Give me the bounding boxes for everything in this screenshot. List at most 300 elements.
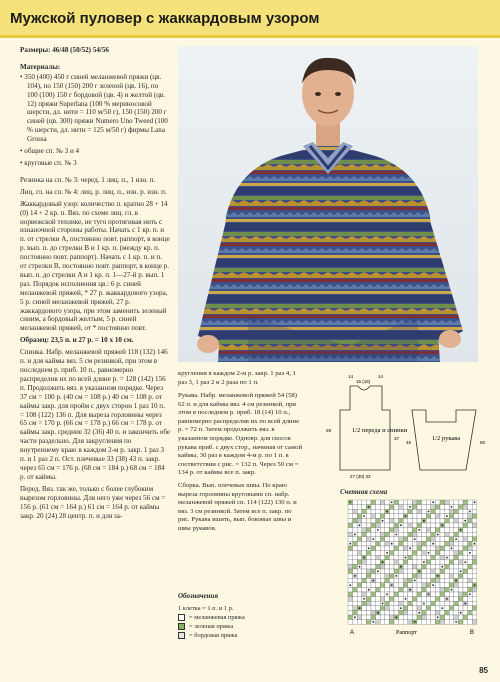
chart-cell xyxy=(371,597,376,602)
chart-cell xyxy=(472,597,477,602)
chart-cell xyxy=(422,606,427,611)
chart-stitch-dot xyxy=(469,552,471,554)
chart-cell xyxy=(422,551,427,556)
chart-cell xyxy=(403,560,408,565)
chart-cell xyxy=(463,500,468,505)
chart-cell xyxy=(376,518,381,523)
chart-cell xyxy=(463,532,468,537)
chart-cell xyxy=(366,583,371,588)
chart-stitch-dot xyxy=(363,557,365,559)
chart-cell xyxy=(353,546,358,551)
chart-stitch-dot xyxy=(349,584,351,586)
chart-cell xyxy=(417,546,422,551)
chart-cell xyxy=(408,620,413,625)
chart-cell xyxy=(417,500,422,505)
chart-cell xyxy=(357,546,362,551)
chart-cell xyxy=(468,505,473,510)
chart-cell xyxy=(394,500,399,505)
chart-cell xyxy=(422,578,427,583)
chart-cell xyxy=(445,592,450,597)
chart-cell xyxy=(422,564,427,569)
chart-cell xyxy=(472,601,477,606)
chart-cell xyxy=(403,564,408,569)
chart-cell xyxy=(362,505,367,510)
chart-cell xyxy=(389,505,394,510)
chart-stitch-dot xyxy=(386,511,388,513)
chart-cell xyxy=(412,615,417,620)
chart-stitch-dot xyxy=(423,520,425,522)
chart-cell xyxy=(348,587,353,592)
sleeves-assembly-column xyxy=(178,392,304,588)
chart-cell xyxy=(408,578,413,583)
chart-cell xyxy=(422,597,427,602)
chart-cell xyxy=(463,509,468,514)
chart-cell xyxy=(468,569,473,574)
chart-cell xyxy=(376,578,381,583)
chart-stitch-dot xyxy=(386,552,388,554)
back-instructions: Спинка. Набр. меланжевой пряжей 118 (132) 146 п. и для каймы вяз. 5 см резинкой, при этом в последнем р. приб. 10 п., равномерно распределив их по всей длине р. = 128 (142) 156 п. Продолжить вяз. в указанном порядке. Через 37 см = 100 р. (40 см = 108 р.) 40 см = 108 р. от каймы закр. для пройм с двух сторон 1 раз 10 п. = 108 (122) 136 п. Для выреза горловины через 65 см = 170 р. (66 см = 178 р.) 66 см = 178 р. от каймы закр. средние 32 (36) 40 п. и закончить обе части раздельно. Для закругления по внутреннему краю в каждом 2-м р. закр. 1 раз 3 п. и 1 раз 2 п. Ост. плечевые 33 (38) 43 п. закр. через 65 см = 176 р. (68 см = 184 р.) 68 см = 184 р. от каймы. xyxy=(20,348,170,481)
chart-cell xyxy=(348,551,353,556)
chart-cell xyxy=(431,610,436,615)
chart-cell xyxy=(357,587,362,592)
chart-cell xyxy=(431,578,436,583)
chart-cell xyxy=(403,578,408,583)
chart-cell xyxy=(394,564,399,569)
chart-cell xyxy=(385,597,390,602)
chart-cell xyxy=(408,597,413,602)
chart-cell xyxy=(380,555,385,560)
chart-stitch-dot xyxy=(405,598,407,600)
chart-cell xyxy=(426,606,431,611)
chart-cell xyxy=(394,514,399,519)
schema-label-sleeve: 1/2 рукава xyxy=(432,435,461,442)
chart-cell xyxy=(353,551,358,556)
chart-cell xyxy=(353,606,358,611)
chart-cell xyxy=(440,500,445,505)
chart-cell xyxy=(357,610,362,615)
chart-cell xyxy=(362,509,367,514)
chart-cell xyxy=(417,537,422,542)
chart-cell xyxy=(458,620,463,625)
chart-cell xyxy=(440,620,445,625)
rib-pattern: Резинка на сп. № 3: чеpед. 1 лиц. п., 1 изн. п. xyxy=(20,175,156,184)
chart-cell xyxy=(445,509,450,514)
front-instructions: Перед. Вяз. так же, только с более глубоким вырезом горловины. Для него уже через 56 см = 156 р. (61 см = 164 р.) 61 см = 164 р. от каймы закр. 20 (24) 28 центр. п. и для за- xyxy=(20,484,166,520)
chart-cell xyxy=(385,574,390,579)
chart-cell xyxy=(454,592,459,597)
chart-cell xyxy=(403,546,408,551)
chart-cell xyxy=(449,610,454,615)
chart-cell xyxy=(389,537,394,542)
chart-cell xyxy=(366,597,371,602)
garment-schema xyxy=(320,370,490,479)
chart-cell xyxy=(389,546,394,551)
chart-cell xyxy=(449,509,454,514)
chart-cell xyxy=(353,578,358,583)
chart-cell xyxy=(371,564,376,569)
chart-cell xyxy=(412,500,417,505)
chart-cell xyxy=(463,583,468,588)
chart-cell xyxy=(394,523,399,528)
chart-cell xyxy=(376,500,381,505)
chart-cell xyxy=(445,564,450,569)
chart-cell xyxy=(412,610,417,615)
chart-cell xyxy=(449,560,454,565)
chart-cell xyxy=(431,597,436,602)
chart-cell xyxy=(348,514,353,519)
chart-cell xyxy=(366,610,371,615)
chart-cell xyxy=(394,597,399,602)
chart-cell xyxy=(454,606,459,611)
chart-cell xyxy=(472,551,477,556)
chart-cell xyxy=(449,532,454,537)
chart-cell xyxy=(403,574,408,579)
chart-cell xyxy=(435,592,440,597)
chart-cell xyxy=(366,523,371,528)
chart-cell xyxy=(385,541,390,546)
chart-cell xyxy=(403,587,408,592)
chart-cell xyxy=(435,583,440,588)
chart-cell xyxy=(435,597,440,602)
chart-cell xyxy=(426,583,431,588)
chart-cell xyxy=(417,523,422,528)
chart-cell xyxy=(440,509,445,514)
chart-cell xyxy=(362,546,367,551)
chart-cell xyxy=(389,587,394,592)
chart-cell xyxy=(394,620,399,625)
chart-cell xyxy=(445,528,450,533)
chart-cell xyxy=(385,500,390,505)
chart-cell xyxy=(348,509,353,514)
chart-cell xyxy=(431,509,436,514)
chart-cell xyxy=(399,505,404,510)
chart-cell xyxy=(357,578,362,583)
chart-cell xyxy=(458,592,463,597)
chart-cell xyxy=(394,606,399,611)
chart-cell xyxy=(449,551,454,556)
chart-cell xyxy=(440,597,445,602)
chart-cell xyxy=(435,610,440,615)
chart-cell xyxy=(362,560,367,565)
chart-cell xyxy=(357,592,362,597)
chart-cell xyxy=(357,500,362,505)
chart-cell xyxy=(399,551,404,556)
chart-cell xyxy=(440,514,445,519)
svg-text:14: 14 xyxy=(348,374,354,379)
chart-cell xyxy=(449,597,454,602)
chart-cell xyxy=(399,500,404,505)
chart-cell xyxy=(353,537,358,542)
chart-cell xyxy=(417,560,422,565)
chart-stitch-dot xyxy=(368,589,370,591)
chart-cell xyxy=(422,574,427,579)
chart-cell xyxy=(472,532,477,537)
chart-cell xyxy=(431,505,436,510)
chart-cell xyxy=(348,610,353,615)
chart-cell xyxy=(472,610,477,615)
materials-item-yarn: • 350 (400) 450 г синей меланжевой пряжи (цв. 104), по 150 (150) 200 г зеленой (цв. 16), по 100 (100) 150 г бордовой (цв. 4) и желтой (цв. 12) пряжи Superlana (100 % мериносовой шерсти, дл. нити = 110 м/50 г), 150 (150) 200 г синей (цв. 300) пряжи Numero Uno Tweed (100 % шерсти, дл. нити = 125 м/50 г) фирмы Lana Grossa xyxy=(20,72,168,144)
chart-cell xyxy=(454,551,459,556)
chart-cell xyxy=(454,509,459,514)
chart-cell xyxy=(394,569,399,574)
chart-stitch-dot xyxy=(418,570,420,572)
chart-stitch-dot xyxy=(432,501,434,503)
chart-cell xyxy=(468,564,473,569)
chart-cell xyxy=(394,509,399,514)
chart-cell xyxy=(348,532,353,537)
chart-cell xyxy=(399,569,404,574)
chart-cell xyxy=(380,541,385,546)
chart-cell xyxy=(426,620,431,625)
chart-cell xyxy=(403,523,408,528)
chart-cell xyxy=(472,620,477,625)
chart-cell xyxy=(403,532,408,537)
gauge: Образец: 23,5 п. и 27 р. = 10 х 10 см. xyxy=(20,336,134,345)
chart-cell xyxy=(435,551,440,556)
stockinette-pattern: Лиц. гл. на сп. № 4: лиц. р. лиц. п., изн. р. изн. п. xyxy=(20,187,167,196)
chart-cell xyxy=(426,523,431,528)
chart-cell xyxy=(353,560,358,565)
chart-cell xyxy=(408,523,413,528)
chart-cell xyxy=(445,578,450,583)
chart-cell xyxy=(445,523,450,528)
chart-cell xyxy=(426,597,431,602)
chart-cell xyxy=(463,592,468,597)
chart-stitch-dot xyxy=(377,570,379,572)
chart-cell xyxy=(394,541,399,546)
chart-cell xyxy=(399,601,404,606)
chart-cell xyxy=(366,532,371,537)
chart-cell xyxy=(472,523,477,528)
chart-cell xyxy=(468,523,473,528)
sweater-model-illustration xyxy=(178,46,478,362)
chart-cell xyxy=(371,601,376,606)
materials-item-circular: • круговые сп. № 3 xyxy=(20,158,77,167)
chart-cell xyxy=(399,592,404,597)
chart-cell xyxy=(445,569,450,574)
chart-cell xyxy=(353,587,358,592)
chart-cell xyxy=(376,523,381,528)
chart-cell xyxy=(472,592,477,597)
chart-stitch-dot xyxy=(446,515,448,517)
chart-cell xyxy=(348,505,353,510)
chart-stitch-dot xyxy=(405,515,407,517)
chart-cell xyxy=(431,615,436,620)
chart-cell xyxy=(435,500,440,505)
chart-cell xyxy=(472,574,477,579)
chart-cell xyxy=(376,597,381,602)
chart-cell xyxy=(357,518,362,523)
chart-cell xyxy=(458,532,463,537)
chart-cell xyxy=(353,583,358,588)
chart-cell xyxy=(385,606,390,611)
chart-cell xyxy=(426,505,431,510)
chart-stitch-dot xyxy=(400,566,402,568)
chart-cell xyxy=(449,528,454,533)
chart-cell xyxy=(463,615,468,620)
chart-cell xyxy=(422,583,427,588)
chart-cell xyxy=(417,555,422,560)
chart-cell xyxy=(426,500,431,505)
chart-cell xyxy=(389,551,394,556)
chart-cell xyxy=(412,555,417,560)
chart-cell xyxy=(362,532,367,537)
chart-cell xyxy=(417,578,422,583)
chart-cell xyxy=(371,528,376,533)
chart-cell xyxy=(353,518,358,523)
chart-cell xyxy=(380,537,385,542)
chart-cell xyxy=(380,523,385,528)
page-number: 85 xyxy=(479,666,488,675)
chart-cell xyxy=(454,523,459,528)
chart-cell xyxy=(403,610,408,615)
chart-cell xyxy=(399,509,404,514)
chart-cell xyxy=(463,574,468,579)
chart-stitch-dot xyxy=(400,607,402,609)
chart-stitch-dot xyxy=(432,584,434,586)
chart-cell xyxy=(412,528,417,533)
chart-cell xyxy=(376,587,381,592)
front-continued: кругления в каждом 2-м р. закр. 1 раз 4, 1 раз 3, 1 раз 2 и 2 раза по 1 п. xyxy=(178,370,296,386)
chart-cell xyxy=(449,564,454,569)
chart-cell xyxy=(458,541,463,546)
chart-cell xyxy=(348,620,353,625)
chart-cell xyxy=(389,574,394,579)
chart-cell xyxy=(399,518,404,523)
chart-cell xyxy=(463,610,468,615)
chart-cell xyxy=(454,528,459,533)
chart-cell xyxy=(348,615,353,620)
chart-cell xyxy=(348,578,353,583)
chart-stitch-dot xyxy=(441,607,443,609)
chart-cell xyxy=(357,532,362,537)
chart-cell xyxy=(357,555,362,560)
chart-cell xyxy=(458,514,463,519)
chart-cell xyxy=(353,555,358,560)
chart-cell xyxy=(376,537,381,542)
chart-cell xyxy=(385,532,390,537)
chart-cell xyxy=(408,601,413,606)
chart-cell xyxy=(449,578,454,583)
chart-cell xyxy=(362,606,367,611)
chart-cell xyxy=(376,592,381,597)
chart-cell xyxy=(348,597,353,602)
chart-stitch-dot xyxy=(363,515,365,517)
chart-cell xyxy=(362,601,367,606)
chart-cell xyxy=(366,509,371,514)
chart-cell xyxy=(376,505,381,510)
chart-cell xyxy=(362,528,367,533)
chart-stitch-dot xyxy=(386,593,388,595)
chart-cell xyxy=(394,551,399,556)
chart-cell xyxy=(389,532,394,537)
chart-cell xyxy=(463,569,468,574)
chart-cell xyxy=(403,569,408,574)
chart-stitch-dot xyxy=(391,543,393,545)
chart-cell xyxy=(412,583,417,588)
chart-cell xyxy=(426,555,431,560)
chart-cell xyxy=(348,606,353,611)
chart-cell xyxy=(463,523,468,528)
chart-cell xyxy=(348,592,353,597)
chart-cell xyxy=(422,528,427,533)
chart-cell xyxy=(440,610,445,615)
chart-cell xyxy=(394,518,399,523)
chart-cell xyxy=(458,597,463,602)
chart-cell xyxy=(366,514,371,519)
chart-cell xyxy=(385,615,390,620)
chart-cell xyxy=(408,606,413,611)
chart-cell xyxy=(385,505,390,510)
chart-cell xyxy=(435,569,440,574)
assembly-instructions: Сборка. Вып. плечевые швы. По краю выреза горловины круговыми сп. набр. меланжевой пряжей сп. 114 (122) 130 п. и вяз. 3 см резинкой. Затем все п. закр. по рис. Рукава вшить, вып. боковые швы и швы рукавов. xyxy=(178,481,297,532)
chart-cell xyxy=(348,518,353,523)
chart-cell xyxy=(376,509,381,514)
chart-cell xyxy=(371,523,376,528)
legend-item-blue: = меланжевая пряжа xyxy=(178,613,308,622)
chart-stitch-dot xyxy=(446,598,448,600)
chart-cell xyxy=(468,546,473,551)
chart-cell xyxy=(371,587,376,592)
chart-cell xyxy=(463,541,468,546)
chart-cell xyxy=(426,610,431,615)
jacquard-pattern: Жаккардовый узор: количество п. кратно 28 + 14 (0) 14 + 2 кр. п. Вяз. по схеме лиц. гл. в норвежской технике, не туго протягивая нить с изнаночной стороны работы. Начать с 1 кр. п. и п. от стрелки A, постоянно повт. раппорт, в конце р. вып. п. до стрелки B и 1 кр. п. (между кр. п. постоянно повт. раппорт). Начать с 1 кр. п. и п. от стрелки B, постоянно повт. раппорт, в конце р. вып. п. до стрелки A и 1 кр. п. 1—27-й р. вып. 1 раз. Порядок исполнения цв.: 6 р. синей меланжевой пряжей, * 27 р. жаккардового узора, 5 р. синей меланжевой пряжей, 27 р. жаккардового узора, при этом заменить зеленый синим, а бордовый желтым, 5 р. синей меланжевой пряжей, от * постоянно повт. xyxy=(20,199,170,333)
chart-arrow-b: B xyxy=(470,630,475,636)
chart-stitch-dot xyxy=(451,506,453,508)
chart-cell xyxy=(389,555,394,560)
chart-cell xyxy=(357,615,362,620)
chart-cell xyxy=(371,500,376,505)
chart-cell xyxy=(449,592,454,597)
chart-cell xyxy=(458,509,463,514)
chart-cell xyxy=(435,601,440,606)
chart-cell xyxy=(445,541,450,546)
chart-cell xyxy=(431,560,436,565)
chart-cell xyxy=(463,555,468,560)
chart-cell xyxy=(362,523,367,528)
chart-cell xyxy=(422,615,427,620)
chart-stitch-dot xyxy=(354,534,356,536)
chart-cell xyxy=(468,610,473,615)
chart-cell xyxy=(426,537,431,542)
svg-text:27 (30) 33: 27 (30) 33 xyxy=(350,474,371,479)
chart-cell xyxy=(472,505,477,510)
chart-cell xyxy=(458,574,463,579)
chart-stitch-dot xyxy=(414,621,416,623)
chart-cell xyxy=(380,551,385,556)
chart-stitch-dot xyxy=(359,607,361,609)
chart-stitch-dot xyxy=(451,547,453,549)
chart-cell xyxy=(435,537,440,542)
chart-cell xyxy=(380,532,385,537)
chart-cell xyxy=(380,610,385,615)
chart-cell xyxy=(376,606,381,611)
knitting-chart xyxy=(338,498,488,638)
chart-cell xyxy=(431,546,436,551)
chart-cell xyxy=(454,601,459,606)
chart-cell xyxy=(403,500,408,505)
chart-stitch-dot xyxy=(437,616,439,618)
chart-cell xyxy=(362,620,367,625)
chart-stitch-dot xyxy=(400,524,402,526)
chart-stitch-dot xyxy=(382,603,384,605)
chart-cell xyxy=(385,620,390,625)
chart-cell xyxy=(366,560,371,565)
chart-cell xyxy=(468,514,473,519)
chart-stitch-dot xyxy=(414,580,416,582)
chart-cell xyxy=(348,569,353,574)
chart-cell xyxy=(380,587,385,592)
